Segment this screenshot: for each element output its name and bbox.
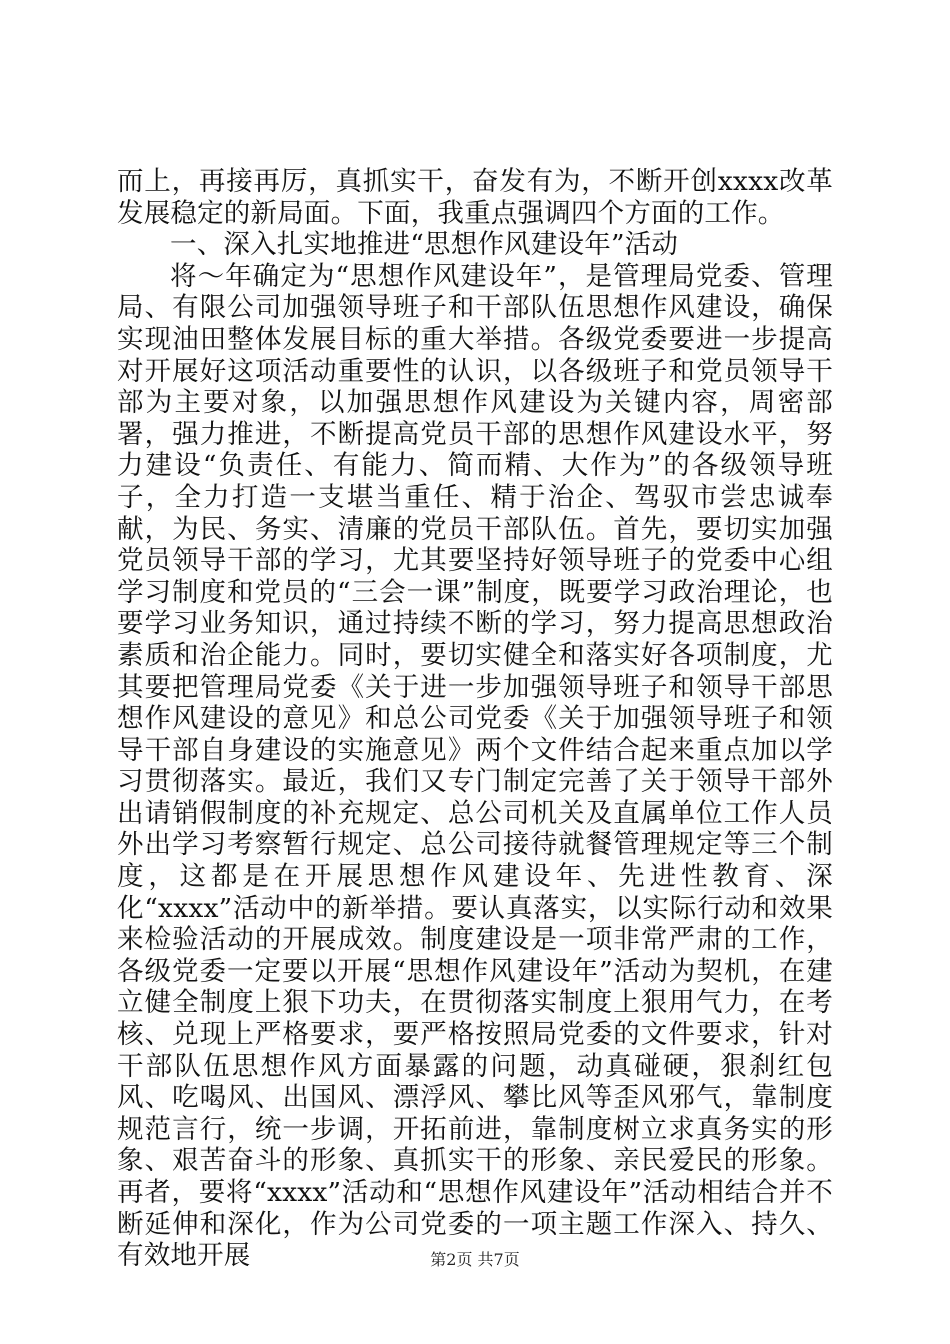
paragraph-continuation: 而上，再接再厉，真抓实干，奋发有为，不断开创xxxx改革发展稳定的新局面。下面，我重点强调四个方面的工作。 (117, 166, 833, 229)
page-total: 共7页 (477, 1250, 520, 1269)
page-footer (0, 1247, 950, 1270)
section-heading: 一、深入扎实地推进“思想作风建设年”活动 (170, 229, 679, 261)
paragraph-body: 将～年确定为“思想作风建设年”，是管理局党委、管理局、有限公司加强领导班子和干部队伍思想作风建设，确保实现油田整体发展目标的重大举措。各级党委要进一步提高对开展好这项活动重要性的认识，以各级班子和党员领导干部为主要对象，以加强思想作风建设为关键内容，周密部署，强力推进，不断提高党员干部的思想作风建设水平，努力建设“负责任、有能力、简而精、大作为”的各级领导班子，全力打造一支堪当重任、精于治企、驾驭市尝忠诚奉献，为民、务实、清廉的党员干部队伍。首先，要切实加强党员领导干部的学习，尤其要坚持好领导班子的党委中心组学习制度和党员的“三会一课”制度，既要学习政治理论，也要学习业务知识，通过持续不断的学习，努力提高思想政治素质和治企能力。同时，要切实健全和落实好各项制度，尤其要把管理局党委《关于进一步加强领导班子和领导干部思想作风建设的意见》和总公司党委《关于加强领导班子和领导干部自身建设的实施意见》两个文件结合起来重点加以学习贯彻落实。最近，我们又专门制定完善了关于领导干部外出请销假制度的补充规定、总公司机关及直属单位工作人员外出学习考察暂行规定、总公司接待就餐管理规定等三个制度，这都是在开展思想作风建设年、先进性教育、深化“xxxx”活动中的新举措。要认真落实，以实际行动和效果来检验活动的开展成效。制度建设是一项非常严肃的工作，各级党委一定要以开展“思想作风建设年”活动为契机，在建立健全制度上狠下功夫，在贯彻落实制度上狠用气力，在考核、兑现上严格要求，要严格按照局党委的文件要求，针对干部队伍思想作风方面暴露的问题，动真碰硬，狠刹红包风、吃喝风、出国风、漂浮风、攀比风等歪风邪气，靠制度规范言行，统一步调，开拓前进，靠制度树立求真务实的形象、艰苦奋斗的形象、真抓实干的形象、亲民爱民的形象。再者，要将“xxxx”活动和“思想作风建设年”活动相结合并不断延伸和深化，作为公司党委的一项主题工作深入、持久、有效地开展 (117, 260, 833, 1272)
page-number: 第2页 (430, 1250, 473, 1269)
document-body (117, 166, 833, 1272)
